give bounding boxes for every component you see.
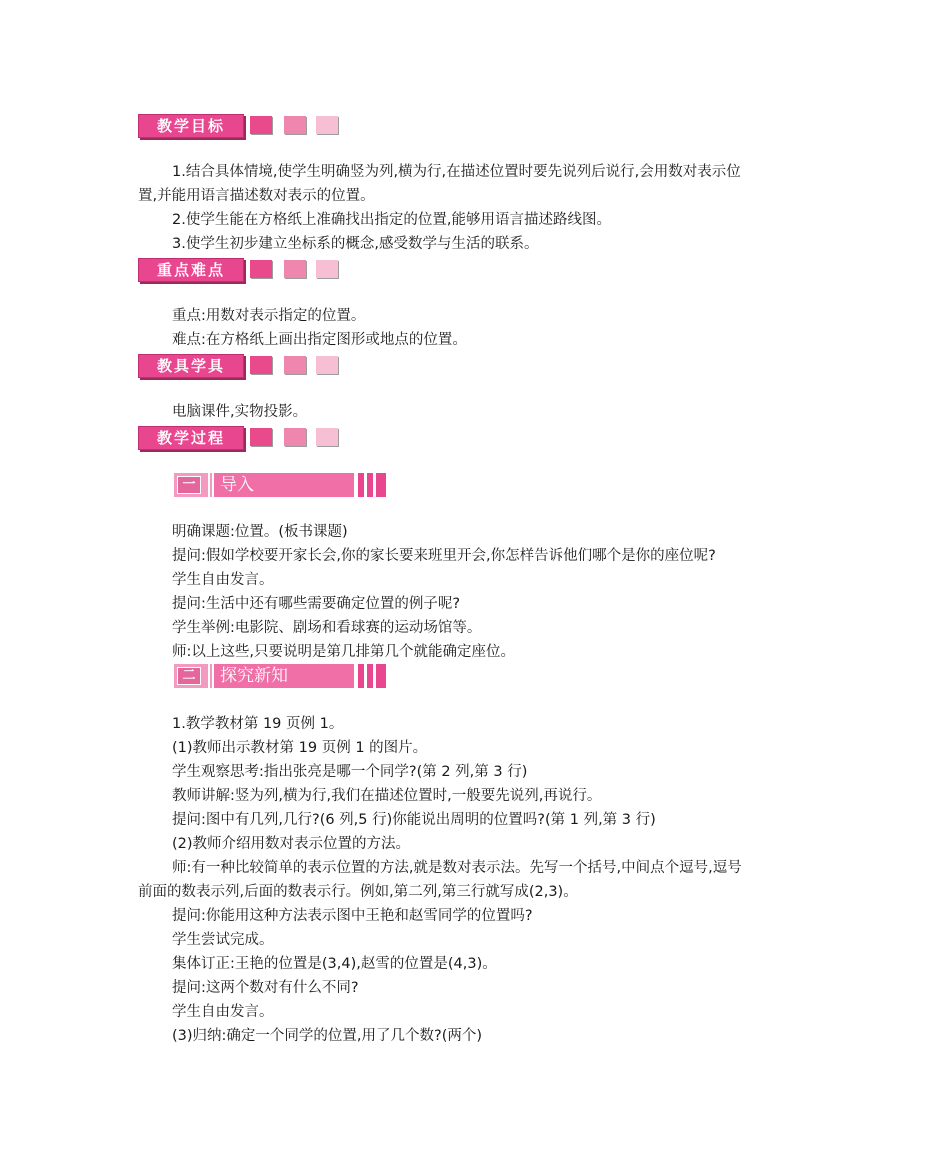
keypoint-2: 难点:在方格纸上画出指定图形或地点的位置。	[172, 332, 467, 348]
section-title-goals: 教学目标	[138, 114, 244, 138]
intro-line: 师:以上这些,只要说明是第几排第几个就能确定座位。	[172, 644, 515, 660]
part-title-explore: 探究新知	[220, 666, 288, 686]
keypoint-1: 重点:用数对表示指定的位置。	[172, 308, 366, 324]
decor-square	[250, 260, 272, 278]
decor-square	[316, 116, 338, 134]
tools-text: 电脑课件,实物投影。	[172, 404, 308, 420]
goal-2: 2.使学生能在方格纸上准确找出指定的位置,能够用语言描述路线图。	[172, 212, 611, 228]
section-header-tools	[138, 354, 348, 378]
decor-square	[316, 260, 338, 278]
explore-line: 教师讲解:竖为列,横为行,我们在描述位置时,一般要先说列,再说行。	[172, 788, 602, 804]
section-header-goals	[138, 114, 348, 138]
goal-1-cont: 置,并能用语言描述数对表示的位置。	[138, 188, 375, 204]
explore-line: 师:有一种比较简单的表示位置的方法,就是数对表示法。先写一个括号,中间点个逗号,逗号	[172, 860, 742, 876]
part-number-box	[174, 473, 204, 497]
intro-line: 提问:假如学校要开家长会,你的家长要来班里开会,你怎样告诉他们哪个是你的座位呢?	[172, 548, 716, 564]
explore-line: (3)归纳:确定一个同学的位置,用了几个数?(两个)	[172, 1028, 483, 1044]
section-header-process	[138, 426, 348, 450]
decor-square	[316, 428, 338, 446]
explore-line: 提问:图中有几列,几行?(6 列,5 行)你能说出周明的位置吗?(第 1 列,第 3 行)	[172, 812, 656, 828]
intro-line: 学生自由发言。	[172, 572, 274, 588]
explore-line: (2)教师介绍用数对表示位置的方法。	[172, 836, 411, 852]
explore-line: 提问:你能用这种方法表示图中王艳和赵雪同学的位置吗?	[172, 908, 533, 924]
part-header-explore	[174, 664, 386, 688]
intro-line: 学生举例:电影院、剧场和看球赛的运动场馆等。	[172, 620, 482, 636]
intro-line: 明确课题:位置。(板书课题)	[172, 524, 348, 540]
part-number: 一	[177, 476, 201, 494]
section-header-keypoints	[138, 258, 348, 282]
explore-line: 学生尝试完成。	[172, 932, 274, 948]
part-number: 二	[177, 667, 201, 685]
goal-1: 1.结合具体情境,使学生明确竖为列,横为行,在描述位置时要先说列后说行,会用数对表示位	[172, 164, 741, 180]
decor-square	[316, 356, 338, 374]
part-header-intro	[174, 473, 386, 497]
decor-square	[284, 356, 306, 374]
decor-square	[250, 116, 272, 134]
explore-line: 学生观察思考:指出张亮是哪一个同学?(第 2 列,第 3 行)	[172, 764, 528, 780]
explore-line: (1)教师出示教材第 19 页例 1 的图片。	[172, 740, 428, 756]
explore-line: 集体订正:王艳的位置是(3,4),赵雪的位置是(4,3)。	[172, 956, 497, 972]
explore-line: 提问:这两个数对有什么不同?	[172, 980, 359, 996]
explore-line: 1.教学教材第 19 页例 1。	[172, 716, 344, 732]
intro-line: 提问:生活中还有哪些需要确定位置的例子呢?	[172, 596, 461, 612]
goal-3: 3.使学生初步建立坐标系的概念,感受数学与生活的联系。	[172, 236, 539, 252]
decor-square	[284, 116, 306, 134]
explore-line: 前面的数表示列,后面的数表示行。例如,第二列,第三行就写成(2,3)。	[138, 884, 578, 900]
explore-line: 学生自由发言。	[172, 1004, 274, 1020]
decor-square	[250, 428, 272, 446]
part-number-box	[174, 664, 204, 688]
section-title-tools: 教具学具	[138, 354, 244, 378]
decor-square	[250, 356, 272, 374]
section-title-process: 教学过程	[138, 426, 244, 450]
decor-square	[284, 260, 306, 278]
part-title-intro: 导入	[220, 475, 254, 495]
decor-square	[284, 428, 306, 446]
section-title-keypoints: 重点难点	[138, 258, 244, 282]
